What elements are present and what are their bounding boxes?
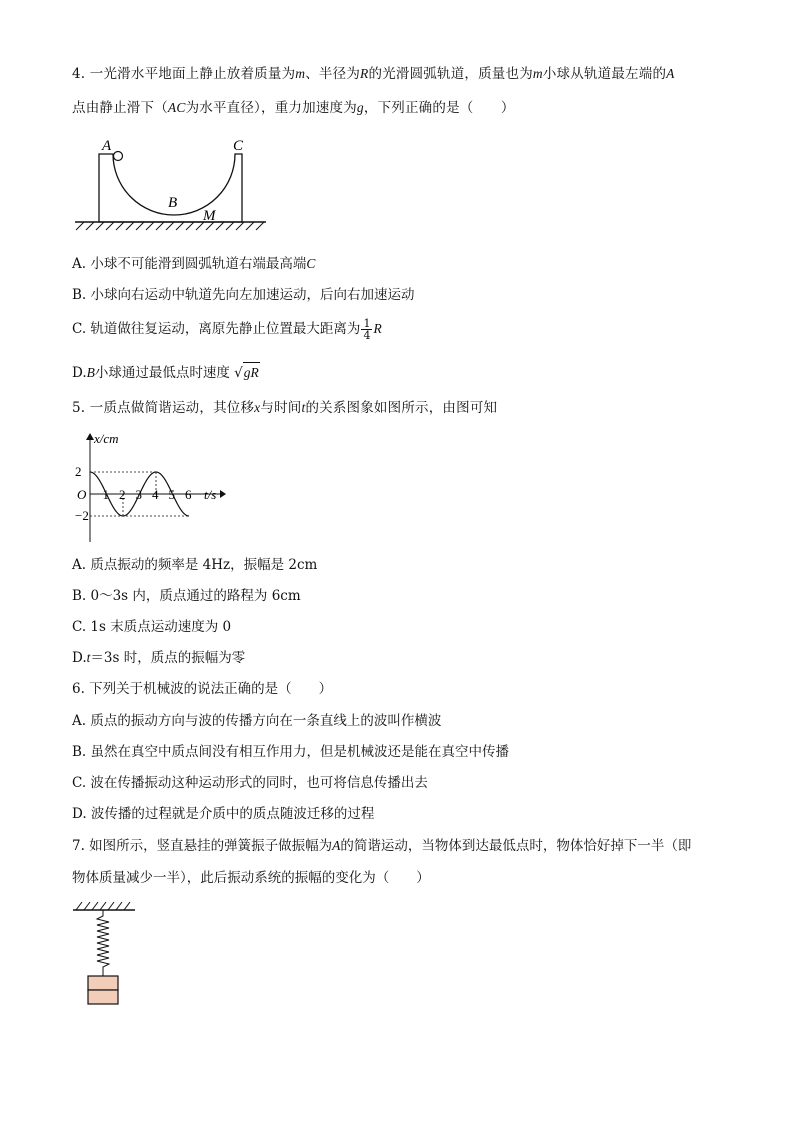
q7-stem-line2: 物体质量减少一半），此后振动系统的振幅的变化为（ ） bbox=[72, 870, 430, 886]
x-axis-arrow bbox=[220, 490, 226, 498]
q5-chart bbox=[70, 430, 230, 545]
q5-option-c: C. 1s 末质点运动速度为 0 bbox=[72, 619, 232, 635]
q7-figure bbox=[70, 898, 150, 1013]
label-C: C bbox=[233, 138, 244, 154]
q6-option-a: A. 质点的振动方向与波的传播方向在一条直线上的波叫作横波 bbox=[72, 713, 442, 729]
q4-stem-line1: 4. 一光滑水平地面上静止放着质量为m、半径为R的光滑圆弧轨道，质量也为m小球从轨道最左端的A bbox=[72, 66, 675, 82]
x-tick-label: 2 bbox=[119, 487, 126, 502]
mass-block-top bbox=[88, 976, 118, 990]
y-tick-label: −2 bbox=[75, 508, 89, 523]
q4-option-d: D.B小球通过最低点时速度 √gR bbox=[72, 362, 260, 383]
q4-figure bbox=[70, 134, 270, 234]
y-tick-label: 2 bbox=[75, 464, 82, 479]
spring bbox=[97, 910, 109, 976]
q5-option-a: A. 质点振动的频率是 4Hz，振幅是 2cm bbox=[72, 557, 318, 573]
label-B: B bbox=[168, 195, 178, 211]
q4-option-c: C. 轨道做往复运动，离原先静止位置最大距离为 $\frac{1}{4}$ R bbox=[72, 317, 382, 342]
x-tick-label: 3 bbox=[135, 487, 142, 502]
q4-stem-line2: 点由静止滑下（AC为水平直径），重力加速度为g，下列正确的是（ ） bbox=[72, 100, 515, 116]
q5-stem: 5. 一质点做简谐运动，其位移x与时间t的关系图象如图所示，由图可知 bbox=[72, 400, 498, 416]
mass-block-bottom bbox=[88, 990, 118, 1004]
q5-option-d: D.t＝3s 时，质点的振幅为零 bbox=[72, 650, 246, 666]
q4-option-a: A. 小球不可能滑到圆弧轨道右端最高端C bbox=[72, 256, 316, 272]
x-tick-label: 5 bbox=[168, 487, 175, 502]
origin-label: O bbox=[77, 487, 87, 502]
label-A: A bbox=[102, 138, 112, 154]
label-M: M bbox=[203, 208, 216, 224]
q6-option-d: D. 波传播的过程就是介质中的质点随波迁移的过程 bbox=[72, 806, 375, 822]
y-axis-arrow bbox=[86, 433, 94, 440]
q6-option-b: B. 虽然在真空中质点间没有相互作用力，但是机械波还是能在真空中传播 bbox=[72, 744, 510, 760]
x-tick-label: 6 bbox=[185, 487, 192, 502]
y-axis-label: x/cm bbox=[94, 431, 119, 446]
q4-option-b: B. 小球向右运动中轨道先向左加速运动，后向右加速运动 bbox=[72, 287, 415, 303]
fraction: $\frac{1}{4}$ bbox=[363, 317, 371, 342]
q6-stem: 6. 下列关于机械波的说法正确的是（ ） bbox=[72, 681, 333, 697]
q7-stem-line1: 7. 如图所示，竖直悬挂的弹簧振子做振幅为A的简谐运动，当物体到达最低点时，物体恰好掉下一半（即 bbox=[72, 838, 692, 854]
x-tick-label: 1 bbox=[102, 487, 109, 502]
q6-option-c: C. 波在传播振动这种运动形式的同时，也可将信息传播出去 bbox=[72, 775, 428, 791]
q5-option-b: B. 0～3s 内，质点通过的路程为 6cm bbox=[72, 588, 301, 604]
ball bbox=[114, 152, 123, 161]
x-tick-label: 4 bbox=[152, 487, 159, 502]
x-axis-label: t/s bbox=[204, 487, 217, 502]
